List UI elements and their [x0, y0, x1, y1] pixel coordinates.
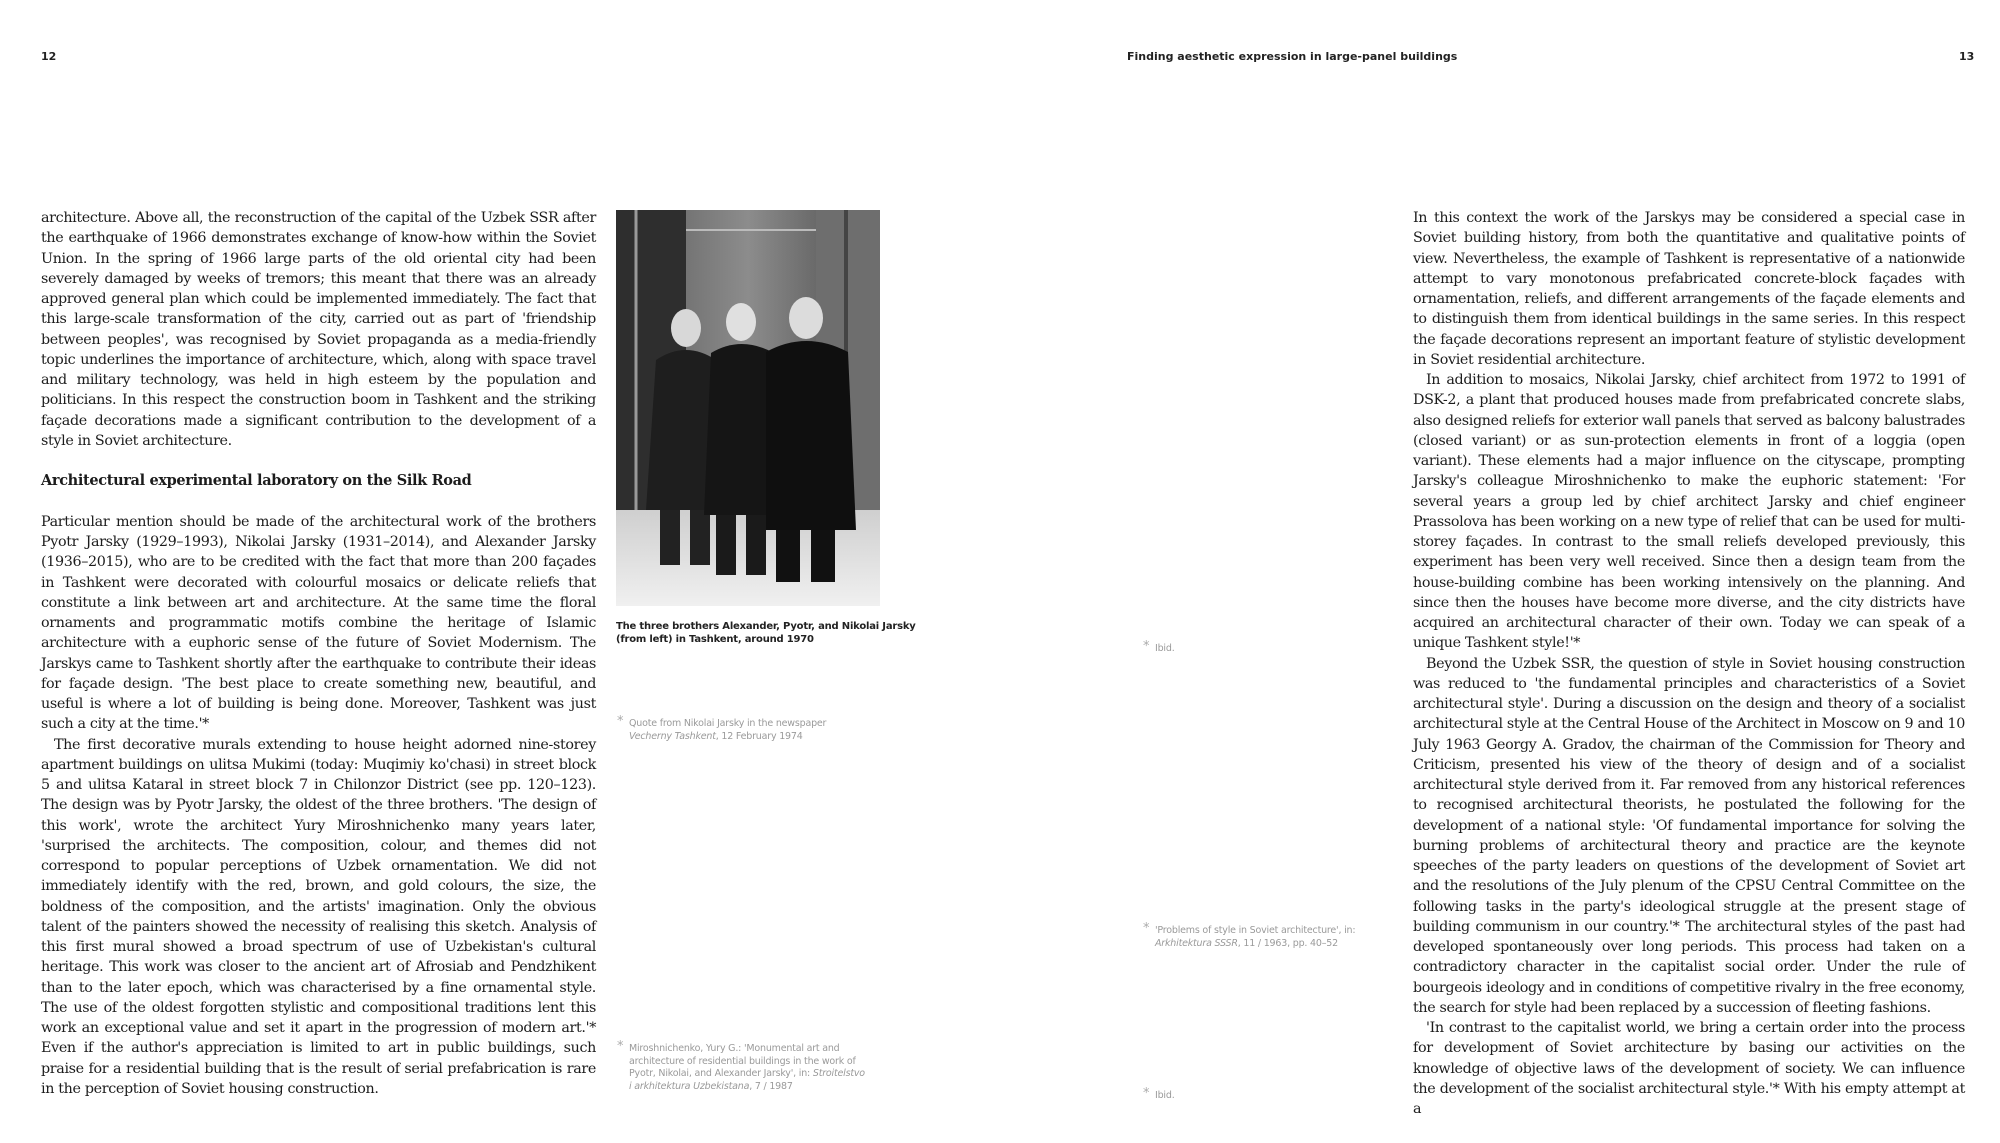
footnote: * Ibid.	[1143, 1086, 1175, 1101]
footnote: * Ibid.	[1143, 639, 1175, 654]
footnote: * Quote from Nikolai Jarsky in the newspaper Vecherny Tashkent, 12 February 1974	[617, 714, 827, 742]
paragraph: In addition to mosaics, Nikolai Jarsky, chief architect from 1972 to 1991 of DSK-2, a plant that produced houses made from prefabricated concrete slabs, also designed reliefs for exterior wall panels that served as balcony balustrades (closed variant) or as sun-protection elements in front of a loggia (open variant). These elements had a major influence on the cityscape, prompting Jarsky's colleague Miroshnichenko to make the euphoric statement: 'For several years a group led by chief architect Jarsky and chief engineer Prassolova has been working on a new type of relief that can be used for multi-storey façades. In contrast to the small reliefs developed previously, this experiment has been very well received. Since then a design team from the house-building combine has been working intensively on the planning. And since then the houses have become more diverse, and the city districts have acquired an architectural character of their own. Today we can speak of a unique Tashkent style!'*	[1413, 372, 1965, 652]
paragraph: Particular mention should be made of the architectural work of the brothers Pyotr Jarsky (1929–1993), Nikolai Jarsky (1931–2014), and Alexander Jarsky (1936–2015), who are to be credited with the fact that more than 200 façades in Tashkent were decorated with colourful mosaics or delicate reliefs that constitute a link between art and architecture. At the same time the floral ornaments and programmatic motifs combine the heritage of Islamic architecture with a euphoric sense of the future of Soviet Modernism. The Jarskys came to Tashkent shortly after the earthquake to contribute their ideas for façade design. 'The best place to create something new, beautiful, and useful is where a lot of building is being done. Moreover, Tashkent was just such a city at the time.'*	[41, 513, 596, 733]
page-number-left: 12	[41, 50, 57, 63]
section-heading: Architectural experimental laboratory on the Silk Road	[41, 472, 472, 490]
right-text-column	[1413, 208, 1965, 1119]
paragraph: 'In contrast to the capitalist world, we bring a certain order into the process for development of Soviet architecture by basing our activities on the knowledge of objective laws of the development of society. We can influence the development of the socialist architectural style.'* With his empty attempt at a	[1413, 1020, 1965, 1117]
figure-caption: The three brothers Alexander, Pyotr, and Nikolai Jarsky (from left) in Tashkent, around 1970	[616, 621, 916, 645]
paragraph: In this context the work of the Jarskys may be considered a special case in Soviet building history, from both the quantitative and qualitative points of view. Nevertheless, the example of Tashkent is representative of a nationwide attempt to vary monotonous prefabricated concrete-block façades with ornamentation, reliefs, and different arrangements of the façade elements and to distinguish them from identical buildings in the same series. In this respect the façade decorations represent an important feature of stylistic development in Soviet residential architecture.	[1413, 210, 1965, 368]
page-number-right: 13	[1959, 50, 1975, 63]
brothers-photograph	[616, 210, 880, 606]
footnote: * 'Problems of style in Soviet architecture', in: Arkhitektura SSSR, 11 / 1963, pp. 40–52	[1143, 921, 1356, 949]
footnote: * Miroshnichenko, Yury G.: 'Monumental art and architecture of residential buildings in the work of Pyotr, Nikolai, and Alexander Jarsky', in: Stroitelstvo i arkhitektura Uzbekistana, 7 / 1987	[617, 1039, 865, 1092]
left-text-column	[41, 208, 596, 1099]
running-header: Finding aesthetic expression in large-panel buildings	[1127, 50, 1458, 63]
paragraph: The first decorative murals extending to house height adorned nine-storey apartment buildings on ulitsa Mukimi (today: Muqimiy ko'chasi) in street block 5 and ulitsa Kataral in street block 7 in Chilonzor District (see pp. 120–123). The design was by Pyotr Jarsky, the oldest of the three brothers. 'The design of this work', wrote the architect Yury Miroshnichenko many years later, 'surprised the architects. The composition, colour, and themes did not correspond to popular perceptions of Uzbek ornamentation. We did not immediately identify with the red, brown, and gold colours, the size, the boldness of the composition, and the artists' imagination. Only the obvious talent of the painters showed the necessity of realising this sketch. Analysis of this first mural showed a broad spectrum of use of Uzbekistan's cultural heritage. This work was closer to the ancient art of Afrosiab and Pendzhikent than to the later epoch, which was characterised by a fine ornamental style. The use of the oldest forgotten stylistic and compositional traditions lent this work an exceptional value and set it apart in the progression of modern art.'* Even if the author's appreciation is limited to art in public buildings, such praise for a residential building that is the result of serial prefabrication is rare in the perception of Soviet housing construction.	[41, 736, 596, 1097]
paragraph: Beyond the Uzbek SSR, the question of style in Soviet housing construction was reduced to 'the fundamental principles and characteristics of a Soviet architectural style'. During a discussion on the design and theory of a socialist architectural style at the Central House of the Architect in Moscow on 9 and 10 July 1963 Georgy A. Gradov, the chairman of the Commission for Theory and Criticism, presented his view of the theory of design and of a socialist architectural style derived from it. Far removed from any historical references to recognised architectural theorists, he postulated the following for the development of a national style: 'Of fundamental importance for solving the burning problems of architectural theory and practice are the keynote speeches of the party leaders on questions of the development of Soviet art and the resolutions of the July plenum of the CPSU Central Committee on the following tasks in the party's ideological struggle at the present stage of building communism in our country.'* The architectural styles of the past had developed spontaneously over long periods. This process had taken on a contradictory character in the capitalist social order. Under the rule of bourgeois ideology and in conditions of competitive rivalry in the free economy, the search for style had been replaced by a succession of fleeting fashions.	[1413, 655, 1965, 1016]
paragraph: architecture. Above all, the reconstruction of the capital of the Uzbek SSR after the earthquake of 1966 demonstrates exchange of know-how within the Soviet Union. In the spring of 1966 large parts of the old oriental city had been severely damaged by weeks of tremors; this meant that there was an already approved general plan which could be implemented immediately. The fact that this large-scale transformation of the city, carried out as part of 'friendship between peoples', was recognised by Soviet propaganda as a media-friendly topic underlines the importance of architecture, which, along with space travel and military technology, was held in high esteem by the population and politicians. In this respect the construction boom in Tashkent and the striking façade decorations made a significant contribution to the development of a style in Soviet architecture.	[41, 210, 596, 449]
